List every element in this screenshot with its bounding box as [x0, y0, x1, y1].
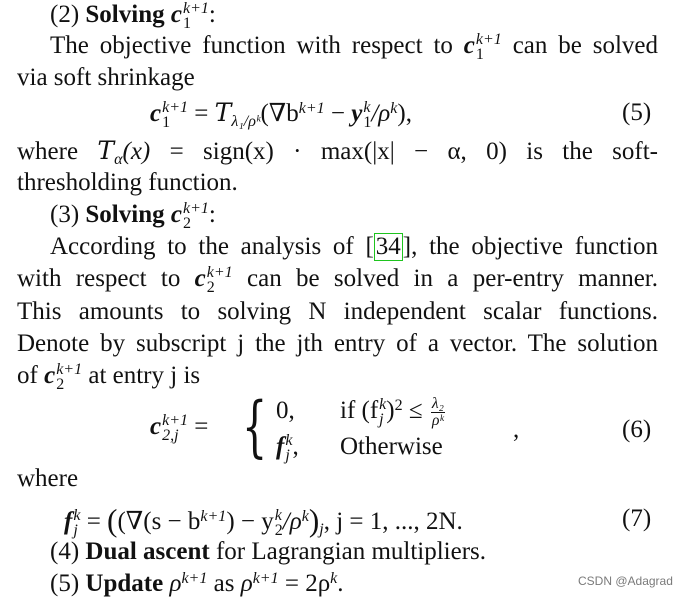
paragraph-line: thresholding function. [17, 169, 238, 196]
paragraph-line: According to the analysis of [34], the objective function [50, 233, 659, 260]
equation-6-case1: 0, [276, 397, 295, 424]
math-symbol: c [170, 1, 182, 28]
paragraph-line: via soft shrinkage [17, 64, 195, 91]
paragraph-line: The objective function with respect to c k+1 1 can be solved [50, 31, 659, 64]
step4-line: (4) Dual ascent for Lagrangian multipliers. [50, 538, 487, 565]
equation-6-case2-condition: Otherwise [340, 433, 443, 460]
equation-6-trailing-comma: , [513, 416, 520, 443]
paragraph-line: of c k+1 2 at entry j is [17, 361, 201, 394]
equation-number: (5) [622, 99, 652, 126]
citation-link[interactable]: 34 [375, 233, 401, 260]
text-run: can be solved [512, 32, 659, 59]
left-brace: { [242, 388, 268, 465]
equation-number: (6) [622, 416, 652, 443]
paragraph-line: Denote by subscript j the jth entry of a vector. The solution [17, 330, 658, 357]
paragraph-line: with respect to c k+1 2 can be solved in a per-entry manner. [17, 264, 658, 297]
equation-6-case2: f k j , [276, 432, 299, 465]
paragraph-line: This amounts to solving N independent scalar functions. [17, 298, 658, 325]
step-number: (2) [50, 1, 80, 28]
fraction: $\frac{\text{λ₂}}{\text{ρᵏ}}$ [431, 395, 444, 429]
math-scripts: k+1 1 [182, 0, 209, 33]
equation-5: c k+1 1 = Tλ₁/$\rho ᵏ(\nabla b^{k+1} - y$ k 1 $/\rho^k$), [150, 98, 412, 132]
step5-line: (5) Update $\rho^{k+1}$ as $\rho^{k+1} = 2\rho^k$. [50, 570, 344, 597]
step-title: Solving [85, 1, 165, 28]
equation-number: (7) [622, 505, 652, 532]
paragraph-line: where [17, 465, 79, 492]
equation-7: f k j = (($\nabla(s - b^{k+1}) - y$ k 2 $/\rho^k)j$, j = 1, ..., 2N. [64, 503, 463, 540]
step3-heading: (3) Solving c k+1 2 : [50, 200, 216, 233]
text-run: The objective function with respect to [50, 32, 453, 59]
watermark: CSDN @Adagrad [578, 574, 673, 588]
equation-6-lhs: c k+1 2,j = [150, 412, 209, 445]
equation-6-case1-condition: if (f k j )$^2$ ≤ $\frac{\text{λ₂}}{\text{ρᵏ}}$ [340, 395, 444, 429]
step2-heading: (2) Solving c k+1 1 : [50, 0, 216, 33]
paragraph-line: where Tα(x) = sign(x) · max(|x| − α, 0) is the soft- [17, 136, 658, 168]
